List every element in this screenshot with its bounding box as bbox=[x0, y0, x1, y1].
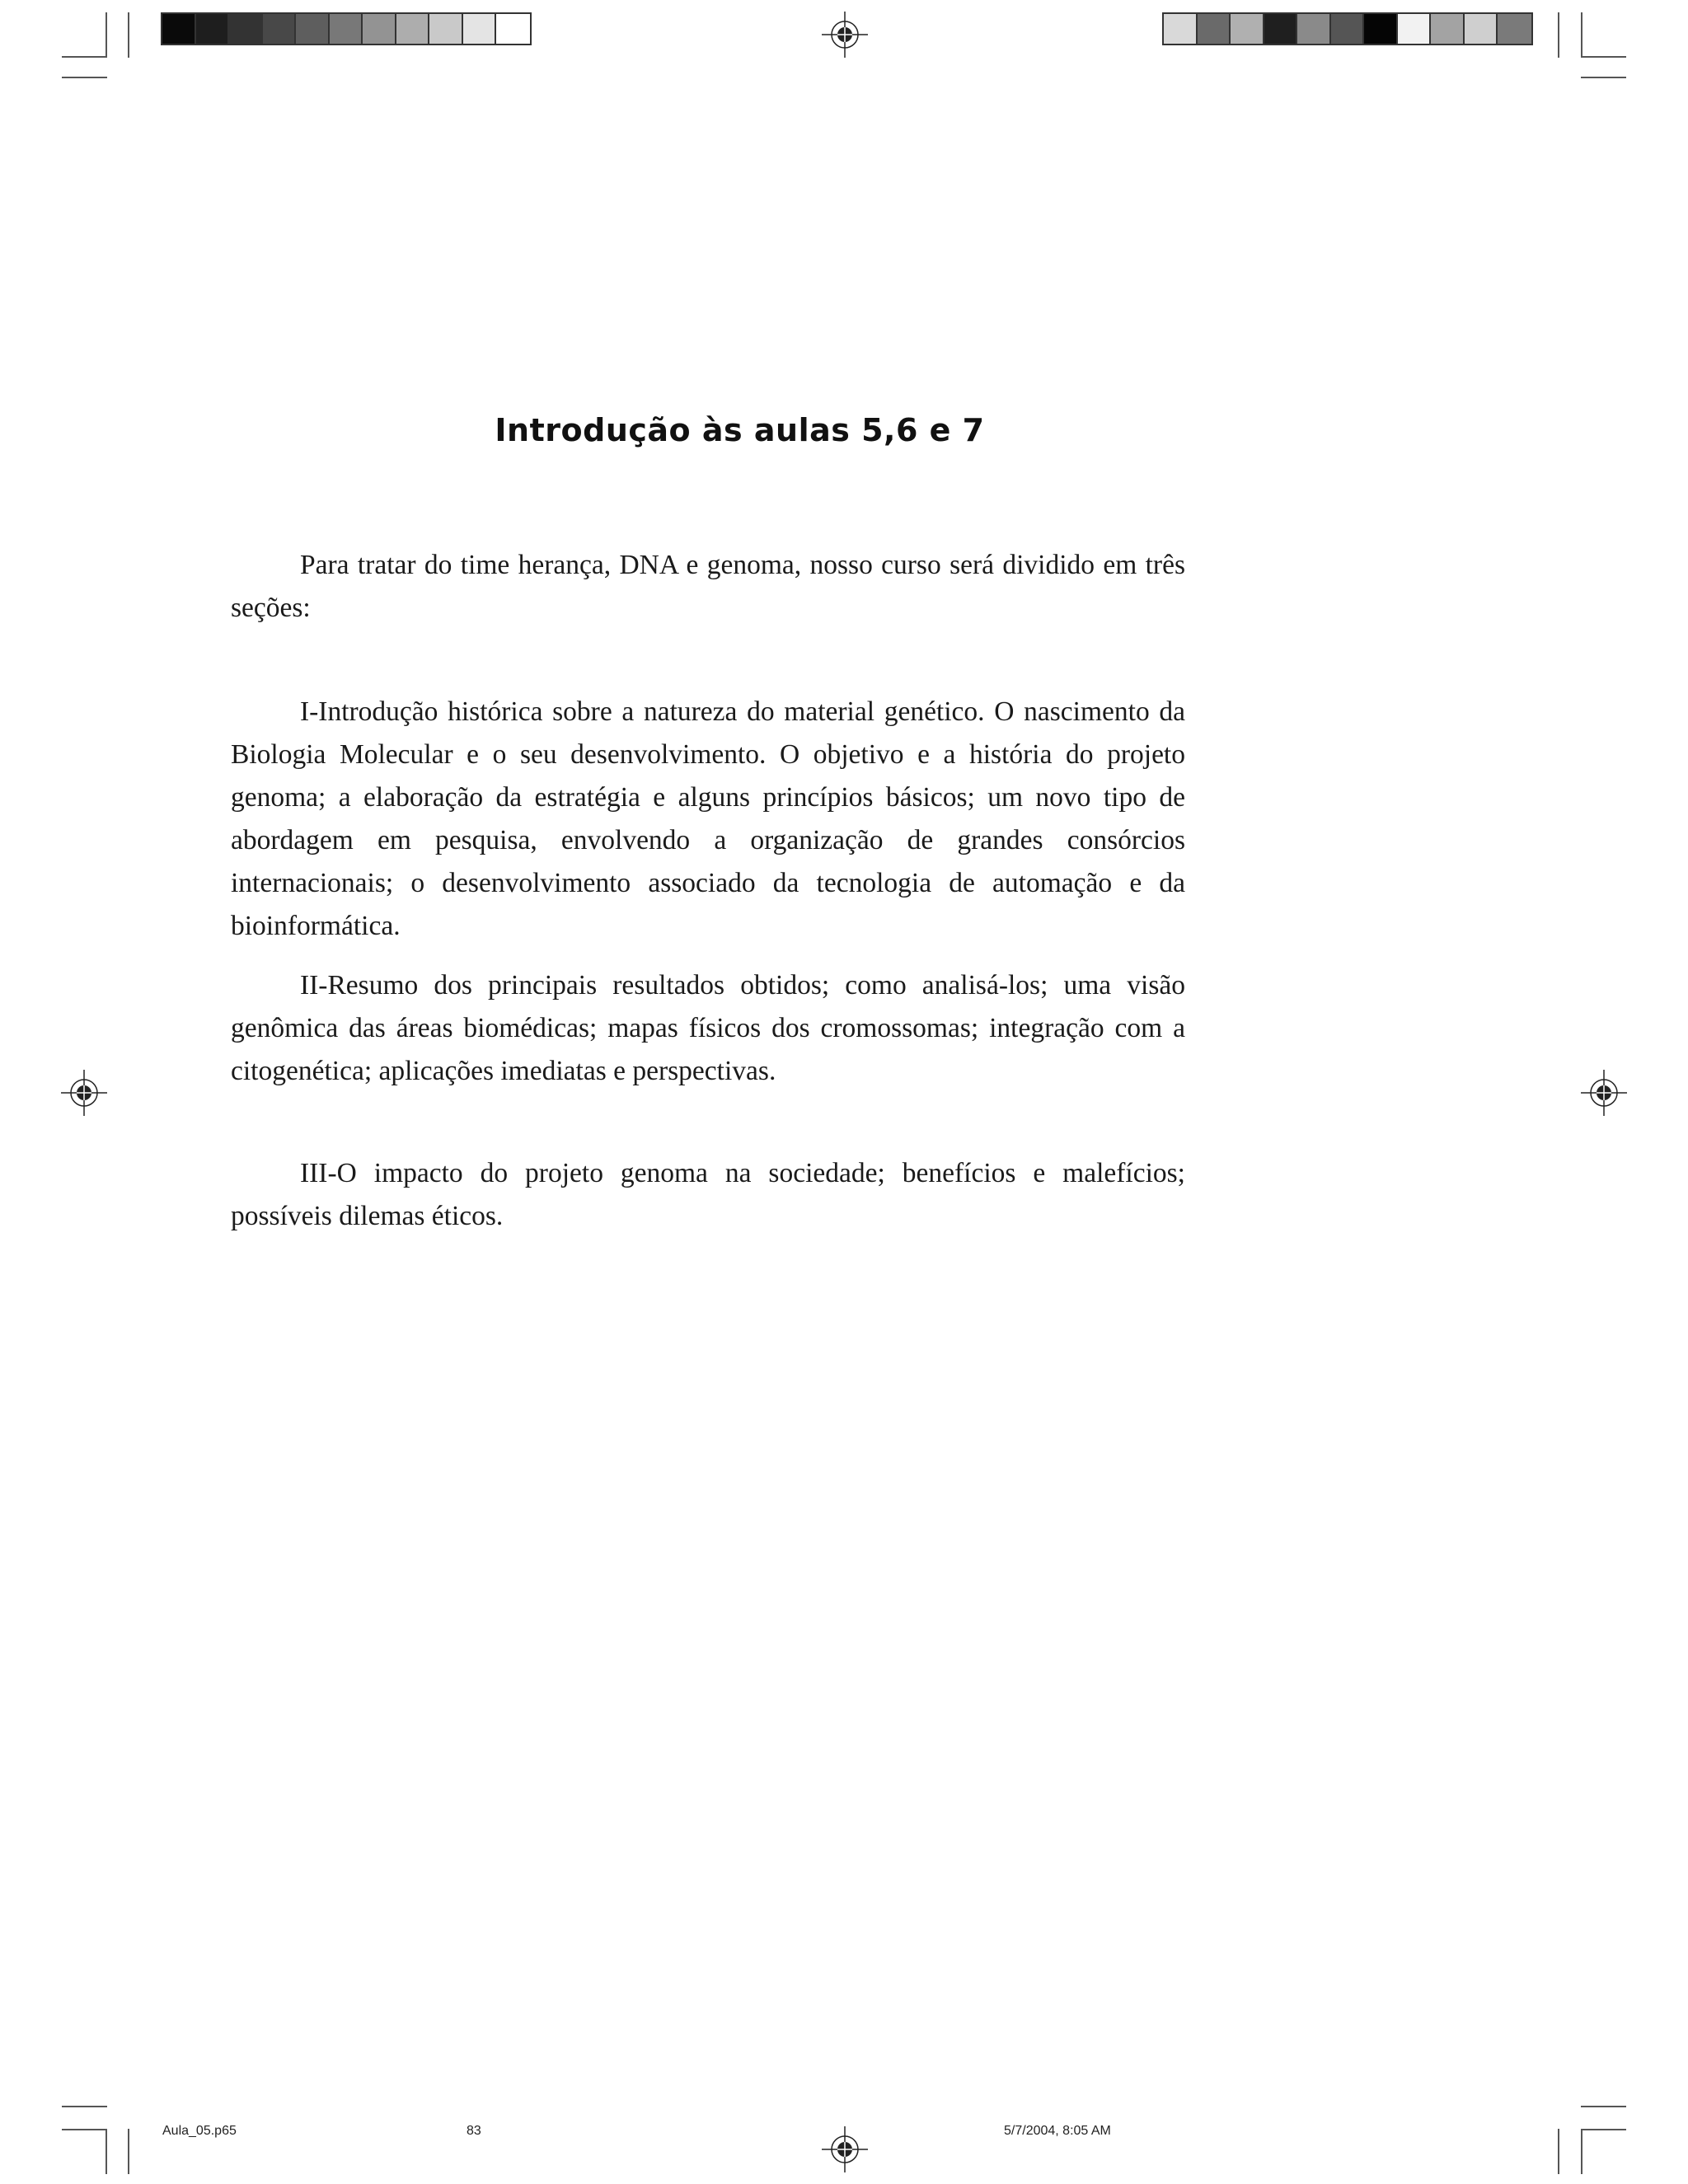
section-2-paragraph: II-Resumo dos principais resultados obtidos; como analisá-los; uma visão genômica das áreas biomédicas; mapas físicos dos cromossomas; integração com a citogenética; aplicações imediatas e perspectivas. bbox=[231, 969, 1185, 1086]
crop-mark bbox=[1581, 12, 1582, 58]
registration-target-icon bbox=[61, 1070, 107, 1116]
color-swatch bbox=[1398, 14, 1432, 44]
page-title: Introdução às aulas 5,6 e 7 bbox=[495, 412, 985, 448]
color-swatch bbox=[229, 14, 263, 44]
crop-mark bbox=[128, 2129, 129, 2174]
crop-mark bbox=[62, 56, 107, 58]
color-swatch bbox=[1264, 14, 1298, 44]
crop-mark bbox=[62, 2106, 107, 2107]
color-swatch bbox=[429, 14, 463, 44]
crop-mark bbox=[1581, 2106, 1626, 2107]
registration-target-icon bbox=[822, 2126, 868, 2172]
crop-mark bbox=[106, 12, 107, 58]
crop-mark bbox=[1581, 56, 1626, 58]
color-swatch bbox=[1297, 14, 1331, 44]
color-swatch bbox=[330, 14, 363, 44]
section-3-paragraph: III-O impacto do projeto genoma na sociedade; benefícios e malefícios; possíveis dilemas éticos. bbox=[231, 1157, 1185, 1231]
slug-page-number: 83 bbox=[467, 2124, 481, 2138]
crop-mark bbox=[1581, 77, 1626, 78]
color-swatch bbox=[463, 14, 497, 44]
color-swatch bbox=[1465, 14, 1498, 44]
intro-paragraph: Para tratar do time herança, DNA e genoma, nosso curso será dividido em três seções: bbox=[231, 549, 1185, 623]
slug-timestamp: 5/7/2004, 8:05 AM bbox=[1004, 2124, 1111, 2138]
crop-mark bbox=[128, 12, 129, 58]
crop-mark bbox=[1581, 2129, 1582, 2174]
color-swatch bbox=[1331, 14, 1365, 44]
section-1-paragraph: I-Introdução histórica sobre a natureza do material genético. O nascimento da Biologia Molecular e o seu desenvolvimento. O objetivo e a história do projeto genoma; a elaboração da estratégia e alguns princípios básicos; um novo tipo de abordagem em pesquisa, envolvendo a organização de grandes consórcios internacionais; o desenvolvimento associado da tecnologia de automação e da bioinformática. bbox=[231, 696, 1185, 941]
crop-mark bbox=[106, 2129, 107, 2174]
color-swatch bbox=[1498, 14, 1531, 44]
color-swatch bbox=[1164, 14, 1198, 44]
crop-mark bbox=[1558, 2129, 1559, 2174]
color-swatch bbox=[1364, 14, 1398, 44]
crop-mark bbox=[62, 2129, 107, 2130]
color-swatch bbox=[296, 14, 330, 44]
color-swatch bbox=[196, 14, 230, 44]
color-swatch bbox=[263, 14, 297, 44]
color-swatch bbox=[363, 14, 396, 44]
crop-mark bbox=[1581, 2129, 1626, 2130]
color-bar-right bbox=[1162, 12, 1533, 45]
slug-filename: Aula_05.p65 bbox=[162, 2124, 237, 2138]
color-swatch bbox=[496, 14, 530, 44]
color-swatch bbox=[1198, 14, 1231, 44]
color-swatch bbox=[396, 14, 430, 44]
crop-mark bbox=[62, 77, 107, 78]
color-swatch bbox=[1231, 14, 1264, 44]
registration-target-icon bbox=[1581, 1070, 1627, 1116]
color-bar-left bbox=[161, 12, 532, 45]
registration-target-icon bbox=[822, 12, 868, 58]
crop-mark bbox=[1558, 12, 1559, 58]
color-swatch bbox=[1431, 14, 1465, 44]
color-swatch bbox=[162, 14, 196, 44]
